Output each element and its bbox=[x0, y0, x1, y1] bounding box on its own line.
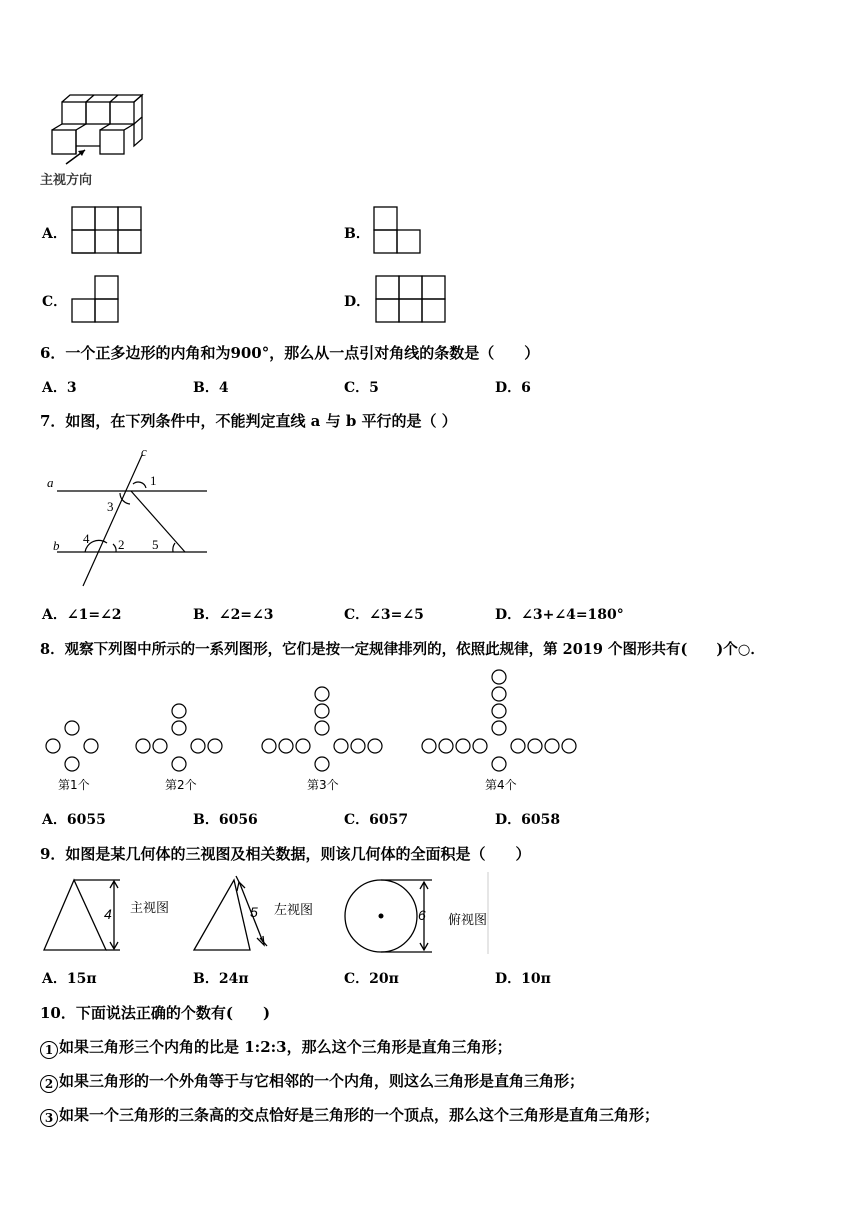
q9-option-b[interactable]: B．24π bbox=[193, 971, 249, 987]
pattern-circle bbox=[208, 739, 222, 753]
q8-option-d[interactable]: D．6058 bbox=[495, 812, 561, 828]
q6-option-d[interactable]: D．6 bbox=[495, 380, 531, 396]
statement-1-text: 如果三角形三个内角的比是 1:2:3，那么这个三角形是直角三角形； bbox=[59, 1038, 512, 1056]
front-view-label: 主视图 bbox=[130, 901, 170, 916]
pattern-circle bbox=[46, 739, 60, 753]
q8-option-c[interactable]: C．6057 bbox=[344, 812, 409, 828]
pattern-circle bbox=[191, 739, 205, 753]
pattern-circle bbox=[473, 739, 487, 753]
left-dim: 5 bbox=[250, 904, 258, 920]
statement-1 bbox=[40, 1036, 512, 1059]
left-view-figure bbox=[190, 872, 330, 957]
circled-number-3: 3 bbox=[40, 1109, 58, 1127]
pattern-label-3: 第3个 bbox=[307, 778, 339, 792]
q7-option-d[interactable]: D．∠3+∠4=180° bbox=[495, 607, 624, 623]
question-6-text: 6．一个正多边形的内角和为900°，那么从一点引对角线的条数是（ ） bbox=[40, 344, 540, 362]
pattern-label-2: 第2个 bbox=[165, 778, 197, 792]
q9-option-c[interactable]: C．20π bbox=[344, 971, 399, 987]
q6-option-c[interactable]: C．5 bbox=[344, 380, 379, 396]
q8-option-a[interactable]: A．6055 bbox=[42, 812, 106, 828]
pattern-circle bbox=[492, 670, 506, 684]
top-dim: 6 bbox=[418, 907, 426, 923]
question-9-text: 9．如图是某几何体的三视图及相关数据，则该几何体的全面积是（ ） bbox=[40, 845, 531, 863]
pattern-circle bbox=[172, 721, 186, 735]
q8-option-b[interactable]: B．6056 bbox=[193, 812, 258, 828]
pattern-circle bbox=[315, 704, 329, 718]
pattern-circle bbox=[65, 757, 79, 771]
q6-option-a[interactable]: A．3 bbox=[42, 380, 77, 396]
option-a-letter[interactable]: A． bbox=[42, 226, 67, 242]
pattern-label-4: 第4个 bbox=[485, 778, 517, 792]
pattern-circle bbox=[439, 739, 453, 753]
question-8-text: 8．观察下列图中所示的一系列图形，它们是按一定规律排列的，依照此规律，第 2019 个图形共有( )个○． bbox=[40, 641, 765, 658]
pattern-circle bbox=[511, 739, 525, 753]
pattern-circle bbox=[279, 739, 293, 753]
pattern-circle bbox=[136, 739, 150, 753]
pattern-circle bbox=[84, 739, 98, 753]
angle-2: 2 bbox=[118, 537, 125, 552]
label-c: c bbox=[141, 444, 147, 459]
pattern-circle bbox=[528, 739, 542, 753]
pattern-circle bbox=[562, 739, 576, 753]
statement-2-text: 如果三角形的一个外角等于与它相邻的一个内角，则这么三角形是直角三角形； bbox=[59, 1072, 585, 1090]
q7-option-c[interactable]: C．∠3=∠5 bbox=[344, 607, 424, 623]
pattern-circle bbox=[368, 739, 382, 753]
question-10-text: 10．下面说法正确的个数有( ) bbox=[40, 1004, 271, 1022]
q6-option-b[interactable]: B．4 bbox=[193, 380, 229, 396]
pattern-circle bbox=[315, 721, 329, 735]
pattern-circle bbox=[262, 739, 276, 753]
left-view-label: 左视图 bbox=[274, 903, 314, 918]
pattern-label-1: 第1个 bbox=[58, 778, 90, 792]
pattern-circle bbox=[334, 739, 348, 753]
pattern-circle bbox=[422, 739, 436, 753]
statement-3 bbox=[40, 1104, 659, 1127]
angle-1: 1 bbox=[150, 473, 157, 488]
option-d-letter[interactable]: D． bbox=[344, 294, 371, 310]
pattern-circle bbox=[172, 757, 186, 771]
q9-option-a[interactable]: A．15π bbox=[42, 971, 97, 987]
pattern-circle bbox=[492, 687, 506, 701]
question-7-text: 7．如图，在下列条件中，不能判定直线 a 与 b 平行的是（ ） bbox=[40, 412, 457, 430]
pattern-circle bbox=[492, 704, 506, 718]
option-b-letter[interactable]: B． bbox=[344, 226, 370, 242]
angle-5: 5 bbox=[152, 537, 159, 552]
pattern-circle bbox=[153, 739, 167, 753]
label-b: b bbox=[53, 538, 60, 553]
pattern-circle bbox=[492, 757, 506, 771]
q7-option-a[interactable]: A．∠1=∠2 bbox=[42, 607, 122, 623]
q9-option-d[interactable]: D．10π bbox=[495, 971, 551, 987]
option-c-letter[interactable]: C． bbox=[42, 294, 68, 310]
pattern-circle bbox=[545, 739, 559, 753]
view-direction-label: 主视方向 bbox=[40, 173, 93, 188]
top-view-figure bbox=[340, 872, 500, 957]
front-dim: 4 bbox=[104, 906, 112, 922]
angle-4: 4 bbox=[83, 531, 90, 546]
pattern-circle bbox=[492, 721, 506, 735]
label-a: a bbox=[47, 475, 54, 490]
angle-3: 3 bbox=[107, 499, 114, 514]
pattern-circle bbox=[315, 757, 329, 771]
circled-number-1: 1 bbox=[40, 1041, 58, 1059]
statement-3-text: 如果一个三角形的三条高的交点恰好是三角形的一个顶点，那么这个三角形是直角三角形； bbox=[59, 1106, 660, 1124]
circled-number-2: 2 bbox=[40, 1075, 58, 1093]
q7-option-b[interactable]: B．∠2=∠3 bbox=[193, 607, 274, 623]
pattern-circle bbox=[351, 739, 365, 753]
top-view-label: 俯视图 bbox=[448, 913, 488, 928]
statement-2 bbox=[40, 1070, 584, 1093]
pattern-circle bbox=[296, 739, 310, 753]
front-view-figure bbox=[40, 872, 190, 957]
pattern-circle bbox=[172, 704, 186, 718]
pattern-circle bbox=[456, 739, 470, 753]
pattern-circle bbox=[315, 687, 329, 701]
pattern-circle bbox=[65, 721, 79, 735]
